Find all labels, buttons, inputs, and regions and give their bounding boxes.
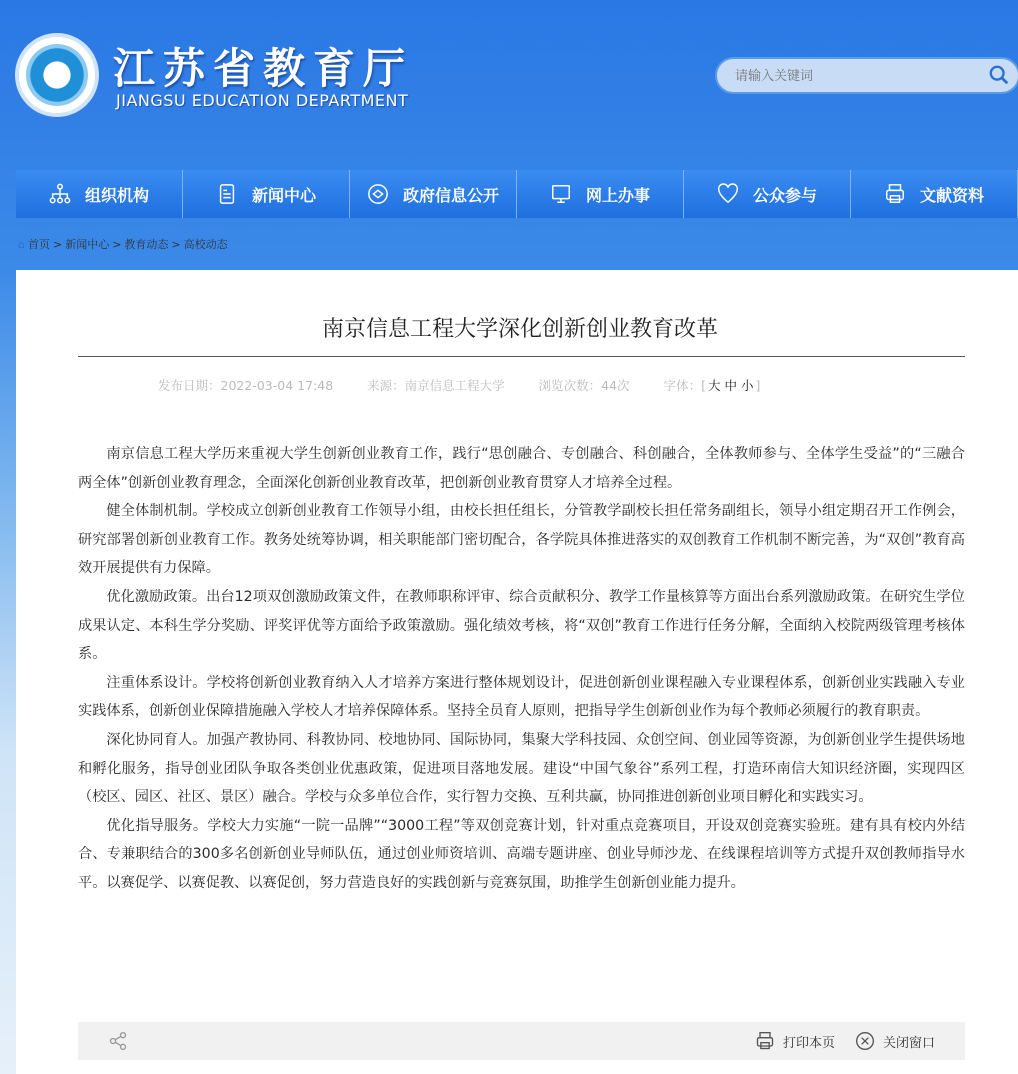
article-footer <box>78 1022 965 1060</box>
main-nav <box>16 170 1018 218</box>
nav-news[interactable] <box>183 170 350 218</box>
font-large[interactable]: 大 <box>707 378 721 393</box>
nav-label: 网上办事 <box>585 185 650 205</box>
title-divider <box>78 356 965 357</box>
nav-label: 公众参与 <box>752 185 817 205</box>
view-count: 浏览次数：44次 <box>538 378 630 393</box>
paragraph: 注重体系设计。学校将创新创业教育纳入人才培养方案进行整体规划设计，促进创新创业课程融入专业课程体系，创新创业实践融入专业实践体系，创新创业保障措施融入学校人才培养保障体系。坚持全员育人原则，把指导学生创新创业作为每个教师必须履行的教育职责。 <box>78 674 965 720</box>
nav-info[interactable] <box>350 170 517 218</box>
eye-icon <box>367 183 389 205</box>
nav-docs[interactable] <box>851 170 1018 218</box>
nav-public[interactable] <box>684 170 851 218</box>
nav-org[interactable] <box>16 170 183 218</box>
document-icon <box>216 183 238 205</box>
source: 来源：南京信息工程大学 <box>367 378 505 393</box>
paragraph: 优化激励政策。出台12项双创激励政策文件，在教师职称评审、综合贡献积分、教学工作量核算等方面出台系列激励政策。在研究生学位成果认定、本科生学分奖励、评奖评优等方面给予政策激励。强化绩效考核，将“双创”教育工作进行任务分解，全面纳入校院两级管理考核体系。 <box>78 588 965 663</box>
logo-emblem-icon <box>26 44 88 106</box>
search-icon[interactable] <box>988 64 1010 86</box>
breadcrumb-college[interactable]: 高校动态 <box>183 238 228 251</box>
nav-label: 新闻中心 <box>251 185 316 205</box>
article-body <box>78 440 965 898</box>
nav-label: 文献资料 <box>919 185 984 205</box>
search-box <box>715 57 1018 94</box>
breadcrumb: ⌂ 首页 > 新闻中心 > 教育动态 > 高校动态 <box>18 237 228 251</box>
org-chart-icon <box>49 183 71 205</box>
breadcrumb-edu[interactable]: 教育动态 <box>124 238 169 251</box>
site-title: 江苏省教育厅 <box>113 44 414 93</box>
font-medium[interactable]: 中 <box>724 378 737 393</box>
font-size-switch: 字体：[ 大 中 小 ] <box>663 378 761 393</box>
paragraph: 健全体制机制。学校成立创新创业教育工作领导小组，由校长担任组长，分管教学副校长担任常务副组长，领导小组定期召开工作例会，研究部署创新创业教育工作。教务处统筹协调，相关职能部门密切配合，各学院具体推进落实的双创教育工作机制不断完善，为“双创”教育高效开展提供有力保障。 <box>78 503 965 577</box>
nav-online[interactable] <box>517 170 684 218</box>
nav-label: 组织机构 <box>84 185 149 205</box>
printer-icon <box>884 183 906 205</box>
printer-icon <box>755 1031 775 1051</box>
search-input[interactable] <box>735 68 975 83</box>
paragraph: 南京信息工程大学历来重视大学生创新创业教育工作，践行“思创融合、专创融合、科创融合，全体教师参与、全体学生受益”的“三融合两全体”创新创业教育理念，全面深化创新创业教育改革，把创新创业教育贯穿人才培养全过程。 <box>78 446 965 491</box>
home-icon: ⌂ <box>18 237 25 251</box>
paragraph: 深化协同育人。加强产教协同、科教协同、校地协同、国际协同，集聚大学科技园、众创空间、创业园等资源，为创新创业学生提供场地和孵化服务，指导创业团队争取各类创业优惠政策，促进项目落地发展。建设“中国气象谷”系列工程，打造环南信大知识经济圈，实现四区（校区、园区、社区、景区）融合。学校与众多单位合作，实行智力交换、互利共赢，协同推进创新创业项目孵化和实践实习。 <box>78 731 965 806</box>
site-subtitle: JIANGSU EDUCATION DEPARTMENT <box>116 91 409 110</box>
close-icon <box>855 1031 875 1051</box>
breadcrumb-home[interactable]: 首页 <box>27 238 50 251</box>
heart-icon <box>717 183 739 205</box>
article-title: 南京信息工程大学深化创新创业教育改革 <box>321 317 718 342</box>
print-button[interactable] <box>755 1031 835 1051</box>
font-small[interactable]: 小 <box>741 378 754 393</box>
article-meta <box>158 376 760 394</box>
close-window-button[interactable] <box>855 1031 935 1051</box>
nav-label: 政府信息公开 <box>402 185 499 205</box>
share-icon[interactable] <box>108 1031 128 1051</box>
publish-date: 发布日期：2022-03-04 17:48 <box>158 378 334 393</box>
site-logo[interactable] <box>15 33 99 117</box>
monitor-icon <box>550 183 572 205</box>
breadcrumb-news[interactable]: 新闻中心 <box>65 238 110 251</box>
close-label: 关闭窗口 <box>882 1035 935 1051</box>
print-label: 打印本页 <box>782 1035 835 1051</box>
paragraph: 优化指导服务。学校大力实施“一院一品牌”“3000工程”等双创竞赛计划，针对重点竞赛项目，开设双创竞赛实验班。建有具有校内外结合、专兼职结合的300多名创新创业导师队伍，通过创业师资培训、高端专题讲座、创业导师沙龙、在线课程培训等方式提升双创教师指导水平。以赛促学、以赛促教、以赛促创，努力营造良好的实践创新与竞赛氛围，助推学生创新创业能力提升。 <box>78 817 965 891</box>
font-label: 字体： <box>663 378 702 393</box>
